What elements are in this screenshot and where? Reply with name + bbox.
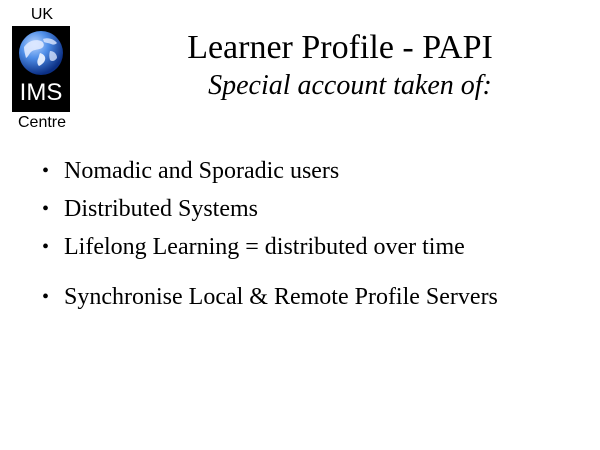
bullet-dot-icon: • <box>42 286 50 308</box>
logo-bottom-text: Centre <box>17 114 67 131</box>
bullet-item <box>40 152 580 190</box>
bullet-text: Lifelong Learning = distributed over time <box>64 234 465 260</box>
bullet-text: Synchronise Local & Remote Profile Servers <box>64 284 498 310</box>
bullet-text: Nomadic and Sporadic users <box>64 158 340 184</box>
logo-top-text: UK <box>30 6 54 23</box>
bullet-text: Distributed Systems <box>64 196 259 222</box>
slide-title: Learner Profile - PAPI <box>187 29 493 66</box>
bullet-dot-icon: • <box>42 236 50 258</box>
bullet-dot-icon: • <box>42 198 50 220</box>
globe-icon <box>17 29 65 77</box>
logo-box <box>12 26 70 112</box>
logo-mark-text: IMS <box>19 79 63 106</box>
bullet-item <box>40 228 580 266</box>
bullet-list <box>40 152 580 316</box>
bullet-dot-icon: • <box>42 160 50 182</box>
slide-subtitle: Special account taken of: <box>208 70 492 101</box>
bullet-item <box>40 278 580 316</box>
bullet-item <box>40 190 580 228</box>
ims-logo <box>8 4 76 132</box>
